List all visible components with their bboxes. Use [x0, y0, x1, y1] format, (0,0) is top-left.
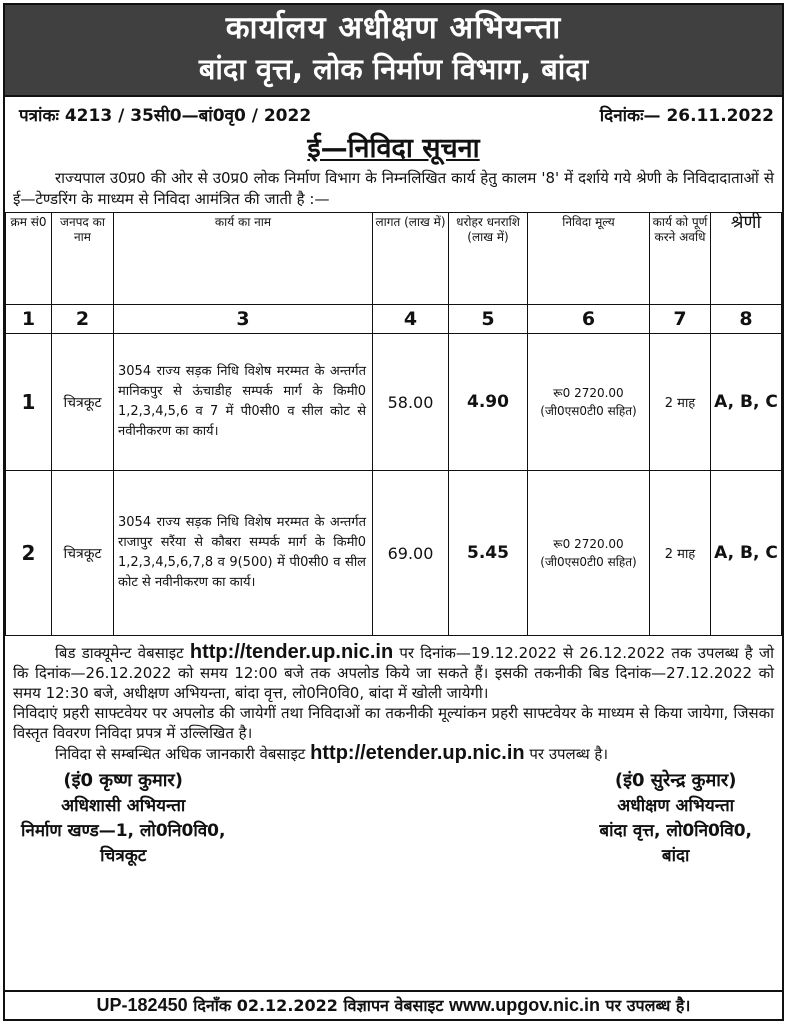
note-text: बिड डाक्यूमेन्ट वेबसाइट: [55, 644, 184, 662]
header-category: श्रेणी: [711, 213, 782, 305]
column-number: 8: [711, 305, 782, 334]
signatory-place: चित्रकूट: [100, 846, 147, 866]
letter-date: दिनांकः— 26.11.2022: [599, 106, 774, 126]
row-serial: 2: [6, 471, 52, 636]
row-district: चित्रकूट: [52, 334, 114, 471]
header-serial: क्रम सं0: [6, 213, 52, 305]
row-work-name: 3054 राज्य सड़क निधि विशेष मरम्मत के अन्तर्गत मानिकपुर से ऊंचाडीह सम्पर्क मार्ग के किमी0 1,2,3,4,5,6 व 7 में पी0सी0 व सील कोट से नवीनीकरण का कार्य।: [114, 334, 373, 471]
signatory-name: (इं0 सुरेन्द्र कुमार): [614, 770, 737, 791]
signature-block: [5, 764, 782, 869]
notice-page: [3, 3, 784, 1021]
column-number: 3: [114, 305, 373, 334]
signatory-designation: अधीक्षण अभियन्ता: [617, 796, 735, 816]
row-work-name: 3054 राज्य सड़क निधि विशेष मरम्मत के अन्तर्गत राजापुर सरैंया से कौबरा सम्पर्क मार्ग के किमी0 1,2,3,4,5,6,7,8 व 9(500) में पी0सी0 व सील कोट से नवीनीकरण का कार्य।: [114, 471, 373, 636]
fee-gst-note: (जी0एस0टी0 सहित): [540, 404, 637, 418]
advertisement-footer: [5, 990, 782, 1019]
reference-row: [5, 97, 782, 128]
advertisement-code: UP-182450: [96, 995, 188, 1015]
row-serial: 1: [6, 334, 52, 471]
signatory-name: (इं0 कृष्ण कुमार): [63, 770, 184, 791]
table-row: [6, 471, 782, 636]
signatory-designation: अधिशासी अभियन्ता: [61, 796, 186, 816]
more-info-note: [13, 743, 774, 764]
row-cost: 58.00: [373, 334, 449, 471]
column-number: 6: [528, 305, 650, 334]
row-cost: 69.00: [373, 471, 449, 636]
header-district: जनपद का नाम: [52, 213, 114, 305]
row-tender-fee: [528, 471, 650, 636]
intro-paragraph: राज्यपाल उ0प्र0 की ओर से उ0प्र0 लोक निर्माण विभाग के निम्नलिखित कार्य हेतु कालम '8' में दर्शाये गये श्रेणी के निविदादाताओं से ई—टेण्डरिंग के माध्यम से निविदा आमंत्रित की जाती है :—: [13, 169, 774, 208]
signatory-place: बांदा: [661, 846, 690, 866]
left-signatory: [21, 768, 225, 869]
column-number: 4: [373, 305, 449, 334]
row-emd: 5.45: [449, 471, 528, 636]
tender-website-link[interactable]: http://tender.up.nic.in: [189, 641, 394, 663]
note-text: पर दिनांक—19.12.2022 से 26.12.2022 तक उपलब्ध है जो कि दिनांक—26.12.2022 को समय 12:00 बजे तक अपलोड किये जा सकते हैं। इसकी तकनीकी बिड दिनांक—27.12.2022 को समय 12:30 बजे, अधीक्षण अभियन्ता, बांदा वृत्त, लो0नि0वि0, बांदा में खोली जायेगी।: [13, 644, 774, 702]
signatory-division: निर्माण खण्ड—1, लो0नि0वि0,: [21, 821, 226, 841]
footer-date-text: दिनाँक 02.12.2022 विज्ञापन वेबसाइट: [193, 996, 444, 1015]
header-period: कार्य को पूर्ण करने अवधि: [650, 213, 711, 305]
column-number: 5: [449, 305, 528, 334]
row-district: चित्रकूट: [52, 471, 114, 636]
office-header: [5, 5, 782, 97]
note-text: पर उपलब्ध है।: [529, 745, 609, 763]
office-name: कार्यालय अधीक्षण अभियन्ता: [225, 10, 562, 46]
notes-section: [5, 636, 782, 764]
fee-amount: रू0 2720.00: [553, 386, 624, 400]
tender-table: [5, 212, 782, 636]
row-category: A, B, C: [711, 334, 782, 471]
column-number: 7: [650, 305, 711, 334]
right-signatory: [599, 768, 752, 869]
row-period: 2 माह: [650, 334, 711, 471]
row-period: 2 माह: [650, 471, 711, 636]
column-number: 2: [52, 305, 114, 334]
header-emd: धरोहर धनराशि (लाख में): [449, 213, 528, 305]
row-category: A, B, C: [711, 471, 782, 636]
header-cost: लागत (लाख में): [373, 213, 449, 305]
notice-title: ई—निविदा सूचना: [307, 133, 480, 164]
fee-amount: रू0 2720.00: [553, 537, 624, 551]
header-work-name: कार्य का नाम: [114, 213, 373, 305]
letter-number: पत्रांकः 4213 / 35सी0—बां0वृ0 / 2022: [19, 106, 312, 126]
bid-document-note: [13, 642, 774, 703]
prahari-note: निविदाएं प्रहरी साफ्टवेयर पर अपलोड की जायेगीं तथा निविदाओं का तकनीकी मूल्यांकन प्रहरी साफ्टवेयर के माध्यम से किया जायेगा, जिसका विस्तृत विवरण निविदा प्रपत्र में उल्लिखित है।: [13, 704, 774, 742]
upgov-website-link[interactable]: www.upgov.nic.in: [448, 995, 600, 1015]
column-number: 1: [6, 305, 52, 334]
circle-name: बांदा वृत्त, लोक निर्माण विभाग, बांदा: [198, 52, 589, 86]
note-text: निविदा से सम्बन्धित अधिक जानकारी वेबसाइट: [55, 745, 306, 763]
column-number-row: [6, 305, 782, 334]
header-tender-fee: निविदा मूल्य: [528, 213, 650, 305]
row-tender-fee: [528, 334, 650, 471]
fee-gst-note: (जी0एस0टी0 सहित): [540, 555, 637, 569]
row-emd: 4.90: [449, 334, 528, 471]
table-row: [6, 334, 782, 471]
signatory-division: बांदा वृत्त, लो0नि0वि0,: [599, 821, 752, 841]
etender-website-link[interactable]: http://etender.up.nic.in: [310, 742, 525, 764]
table-header-row: [6, 213, 782, 305]
footer-post-text: पर उपलब्ध है।: [605, 996, 691, 1015]
